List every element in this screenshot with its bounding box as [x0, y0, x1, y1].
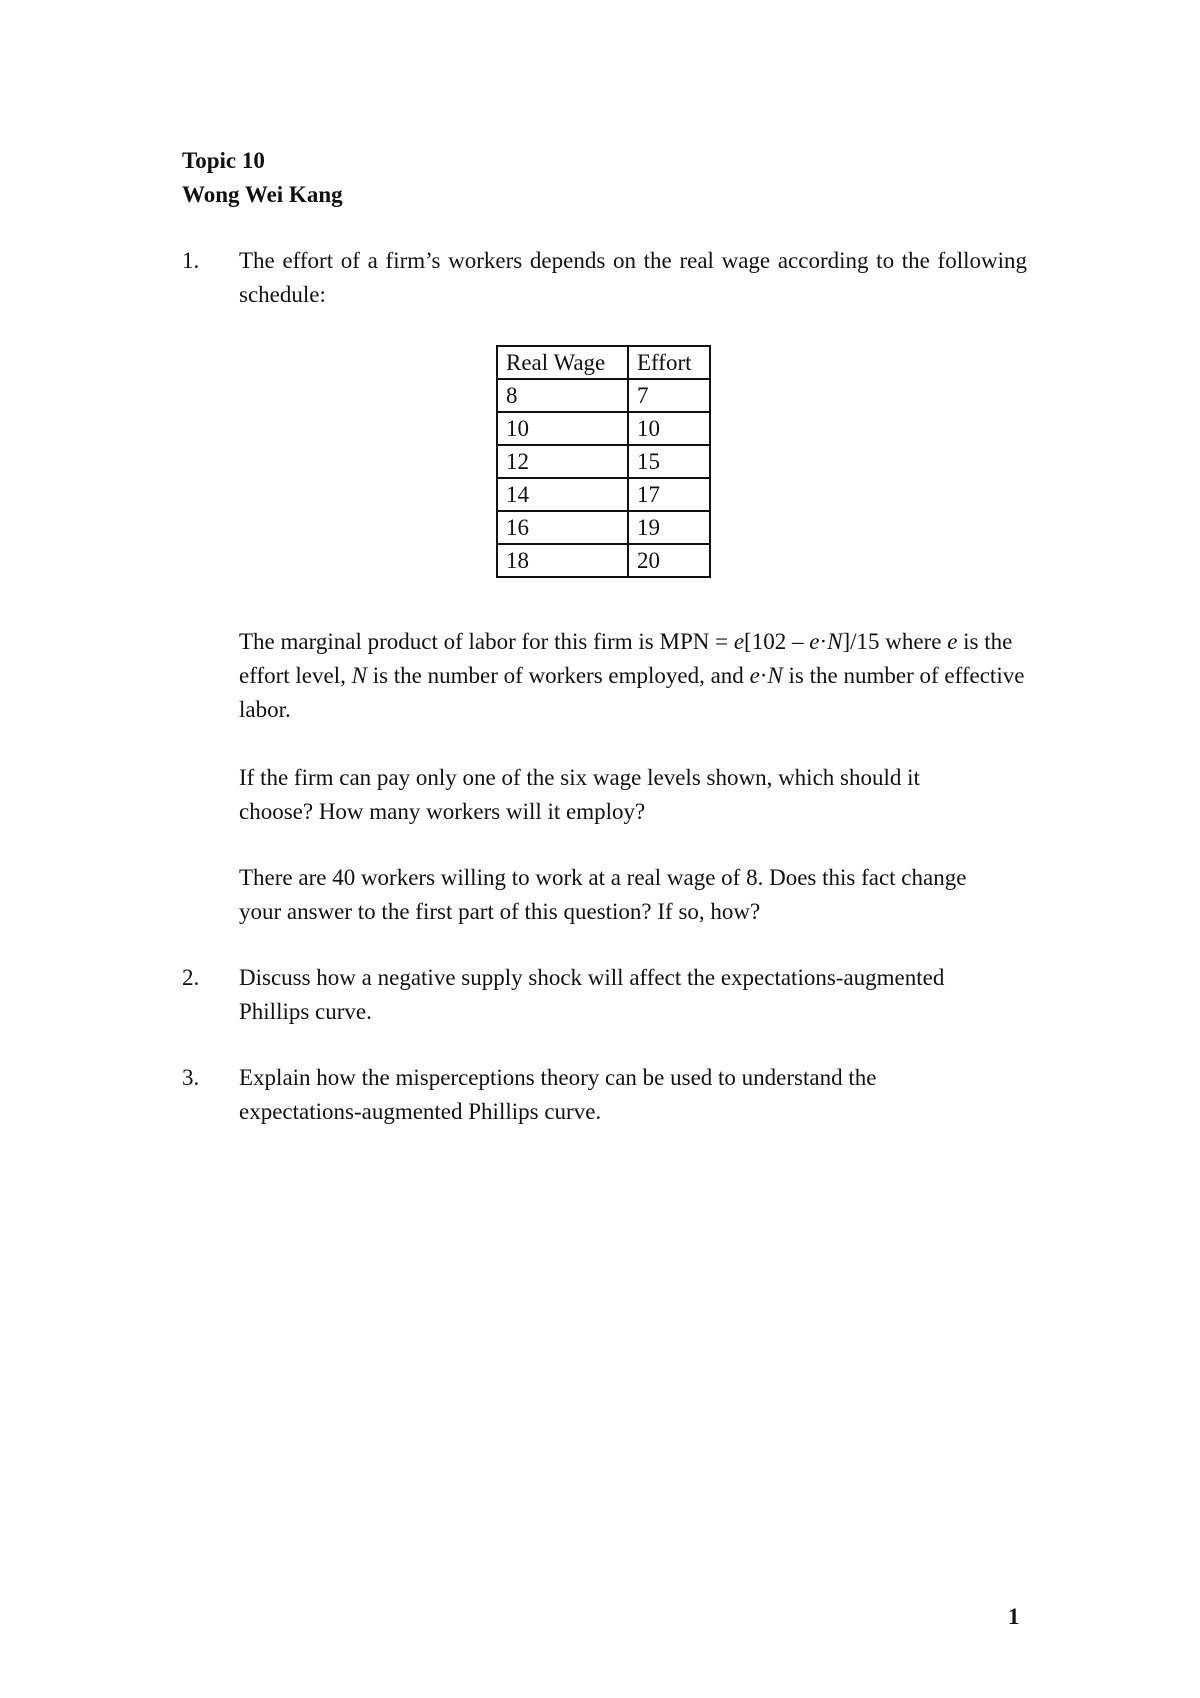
cell-effort: 7 — [628, 379, 710, 412]
mpn-text: The marginal product of labor for this firm is MPN = — [239, 629, 734, 654]
column-header-effort: Effort — [628, 346, 710, 379]
table-row — [497, 544, 710, 577]
part-a-text: If the firm can pay only one of the six wage levels shown, which should it choose? How many workers will it employ? — [239, 765, 920, 824]
table-row — [497, 511, 710, 544]
cell-real-wage: 12 — [497, 445, 628, 478]
question-1-mpn — [182, 625, 1027, 727]
table-row — [497, 478, 710, 511]
page-number: 1 — [1008, 1604, 1020, 1629]
part-b-text: There are 40 workers willing to work at a real wage of 8. Does this fact change your answer to the first part of this question? If so, how? — [239, 865, 967, 924]
topic-title: Topic 10 — [182, 148, 265, 173]
question-3-text: Explain how the misperceptions theory can be used to understand the expectations-augmented Phillips curve. — [239, 1065, 877, 1124]
mpn-var-n: N — [827, 629, 843, 654]
mpn-text: is the number of effective labor. — [239, 663, 1025, 722]
mpn-var-e: e — [749, 663, 760, 688]
table-row — [497, 412, 710, 445]
question-1-part-a — [182, 761, 1027, 829]
document-header — [182, 144, 343, 212]
table-row — [497, 445, 710, 478]
cell-effort: 19 — [628, 511, 710, 544]
mpn-text: is the effort level, — [239, 629, 1013, 688]
mpn-paragraph — [239, 625, 1027, 727]
mpn-dot: · — [759, 663, 768, 688]
cell-effort: 15 — [628, 445, 710, 478]
table-row — [497, 379, 710, 412]
cell-effort: 17 — [628, 478, 710, 511]
question-2-text: Discuss how a negative supply shock will affect the expectations-augmented Phillips curve. — [239, 965, 945, 1024]
question-1-part-b — [182, 861, 1027, 929]
mpn-text: is the number of workers employed, and — [366, 663, 750, 688]
cell-real-wage: 14 — [497, 478, 628, 511]
author-name: Wong Wei Kang — [182, 182, 343, 207]
effort-schedule-table — [496, 345, 711, 578]
mpn-var-e: e — [809, 629, 820, 654]
question-3 — [182, 1061, 1027, 1129]
question-2 — [182, 961, 1027, 1029]
question-1-intro: The effort of a firm’s workers depends on the real wage according to the following schedule: — [239, 248, 1027, 307]
question-1 — [182, 244, 1027, 312]
cell-real-wage: 10 — [497, 412, 628, 445]
mpn-var-e: e — [947, 629, 958, 654]
mpn-var-n: N — [351, 663, 367, 688]
question-1-number: 1. — [182, 248, 200, 273]
question-2-number: 2. — [182, 965, 200, 990]
table-header-row — [497, 346, 710, 379]
mpn-var-e: e — [733, 629, 745, 654]
cell-effort: 10 — [628, 412, 710, 445]
column-header-real-wage: Real Wage — [497, 346, 628, 379]
question-3-number: 3. — [182, 1065, 200, 1090]
mpn-text: ]/15 where — [842, 629, 948, 654]
cell-real-wage: 8 — [497, 379, 628, 412]
mpn-var-n: N — [767, 663, 783, 688]
cell-effort: 20 — [628, 544, 710, 577]
mpn-text: [102 – — [744, 629, 810, 654]
mpn-dot: · — [819, 629, 828, 654]
cell-real-wage: 18 — [497, 544, 628, 577]
cell-real-wage: 16 — [497, 511, 628, 544]
